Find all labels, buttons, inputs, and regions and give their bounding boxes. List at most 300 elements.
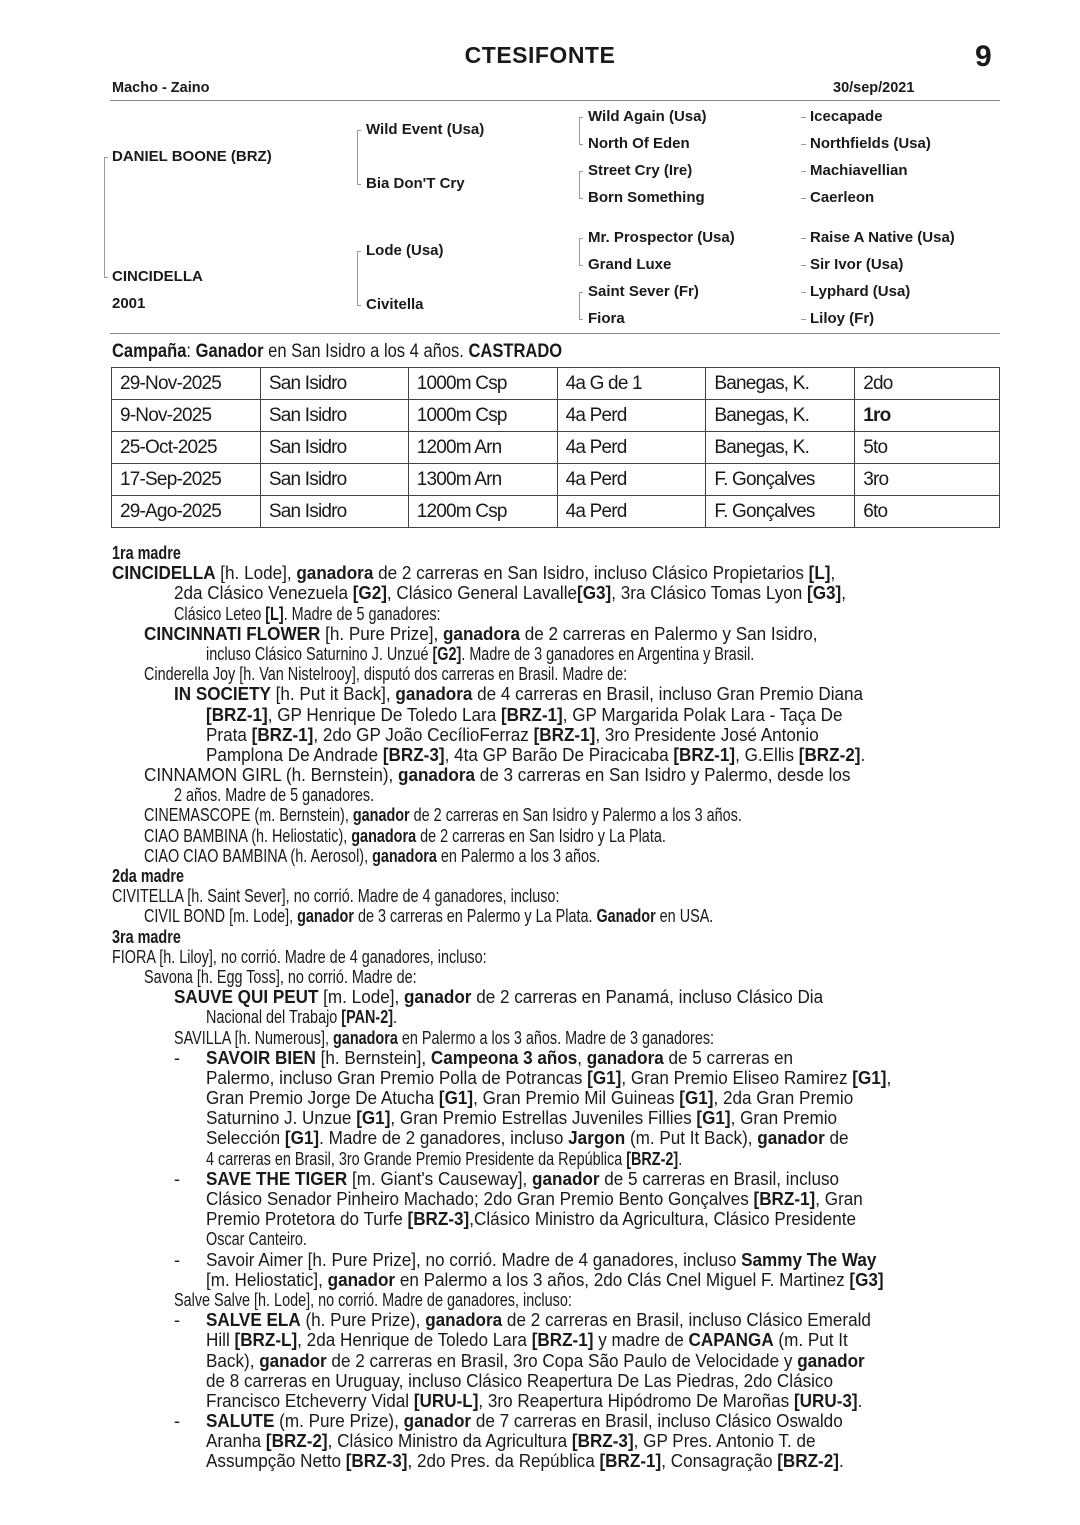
bold-text: [BRZ-L] bbox=[234, 1330, 298, 1351]
race-race: 4a Perd bbox=[557, 464, 706, 496]
text: incluso Clásico Saturnino J. Unzué bbox=[206, 643, 433, 664]
pedigree-connector bbox=[579, 319, 583, 320]
family-line bbox=[112, 1189, 1000, 1209]
text: , 3ro Reapertura Hipódromo De Maroñas bbox=[478, 1390, 794, 1411]
page-number: 9 bbox=[975, 40, 992, 73]
bold-text: [BRZ-2] bbox=[265, 1431, 328, 1452]
text: , Clásico Ministro da Agricultura bbox=[327, 1431, 572, 1452]
gen4-name: Sir Ivor (Usa) bbox=[810, 256, 904, 273]
family-line bbox=[112, 644, 1000, 664]
section-heading bbox=[112, 927, 1000, 947]
text: Savona [h. Egg Toss], no corrió. Madre de: bbox=[144, 966, 417, 987]
pedigree-connector bbox=[801, 117, 806, 118]
gen3-name: Saint Sever (Fr) bbox=[588, 283, 699, 300]
header-divider bbox=[110, 100, 1000, 101]
bold-text: ganadora bbox=[586, 1047, 664, 1068]
race-place: 6to bbox=[855, 496, 1000, 528]
pedigree-connector bbox=[357, 130, 361, 131]
bold-text: [G1] bbox=[696, 1108, 731, 1129]
text: de 2 carreras en Brasil, incluso Clásico Emerald bbox=[502, 1310, 871, 1331]
gen3-name: Wild Again (Usa) bbox=[588, 108, 707, 125]
bold-text: [BRZ-1] bbox=[500, 704, 563, 725]
family-line bbox=[112, 805, 1000, 825]
family-line bbox=[112, 1290, 1000, 1310]
text: [m. Lode], bbox=[318, 987, 404, 1008]
dam-dam-name: Civitella bbox=[366, 296, 424, 313]
race-date: 29-Nov-2025 bbox=[112, 368, 261, 400]
bold-text: ganador bbox=[532, 1168, 600, 1189]
bold-text: [G2] bbox=[352, 583, 387, 604]
bold-text: [BRZ-3] bbox=[571, 1431, 634, 1452]
family-line bbox=[112, 684, 1000, 704]
pedigree-divider bbox=[110, 333, 1000, 334]
bold-text: [G1] bbox=[679, 1088, 714, 1109]
campaign-summary bbox=[112, 341, 562, 363]
bold-text: [BRZ-1] bbox=[599, 1451, 662, 1472]
bold-text: [G3] bbox=[807, 583, 842, 604]
gen3-name: Born Something bbox=[588, 189, 705, 206]
gen3-name: Mr. Prospector (Usa) bbox=[588, 229, 735, 246]
text: , Gran Premio Mil Guineas bbox=[473, 1088, 680, 1109]
text: [h. Bernstein], bbox=[315, 1047, 431, 1068]
text: Prata bbox=[206, 724, 252, 745]
campaign-castrado: CASTRADO bbox=[468, 341, 563, 362]
gen4-name: Liloy (Fr) bbox=[810, 310, 875, 327]
text: Pamplona De Andrade bbox=[206, 744, 383, 765]
race-jockey: F. Gonçalves bbox=[706, 464, 855, 496]
dam-sire-name: Lode (Usa) bbox=[366, 242, 444, 259]
family-line bbox=[112, 967, 1000, 987]
family-line bbox=[112, 563, 1000, 583]
bold-text: ganador bbox=[403, 1411, 472, 1432]
text: Selección bbox=[206, 1128, 285, 1149]
pedigree-connector bbox=[801, 292, 806, 293]
text: , Clásico General Lavalle bbox=[386, 583, 578, 604]
text: Palermo, incluso Gran Premio Polla de Potrancas bbox=[206, 1067, 588, 1088]
bold-text: ganadora bbox=[395, 684, 473, 705]
bold-text: ganador bbox=[327, 1269, 396, 1290]
text: Clásico Leteo bbox=[174, 603, 266, 624]
family-line bbox=[112, 1371, 1000, 1391]
text: en Palermo a los 3 años, 2do Clás Cnel Miguel F. Martinez bbox=[395, 1269, 850, 1290]
family-line bbox=[112, 745, 1000, 765]
pedigree-connector bbox=[357, 251, 358, 305]
text: de 2 carreras en Panamá, incluso Clásico Dia bbox=[471, 987, 824, 1008]
race-race: 4a Perd bbox=[557, 432, 706, 464]
text: de 3 carreras en San Isidro y Palermo, desde los bbox=[475, 765, 851, 786]
text: . bbox=[860, 744, 866, 765]
text: , GP Pres. Antonio T. de bbox=[633, 1431, 816, 1452]
bold-text: [BRZ-3] bbox=[345, 1451, 408, 1472]
text: , bbox=[830, 563, 836, 584]
race-track: San Isidro bbox=[260, 432, 408, 464]
family-line bbox=[112, 1048, 1000, 1068]
text: , Gran Premio bbox=[730, 1108, 838, 1129]
text: , 2do Pres. da República bbox=[407, 1451, 600, 1472]
bold-text: ganador bbox=[403, 987, 472, 1008]
text: , Gran Premio Estrellas Juveniles Fillies bbox=[390, 1108, 697, 1129]
bold-text: [URU-3] bbox=[793, 1390, 858, 1411]
dam-year: 2001 bbox=[112, 295, 146, 312]
text: . Madre de 5 ganadores: bbox=[283, 603, 441, 624]
text: Savoir Aimer [h. Pure Prize], no corrió. Madre de 4 ganadores, incluso bbox=[206, 1249, 742, 1270]
race-date: 29-Ago-2025 bbox=[112, 496, 261, 528]
sire-dam-name: Bia Don'T Cry bbox=[366, 175, 465, 192]
family-history bbox=[112, 543, 1000, 1472]
gen4-name: Caerleon bbox=[810, 189, 875, 206]
family-line bbox=[112, 1411, 1000, 1431]
sex-coat: Macho - Zaino bbox=[112, 80, 210, 96]
bold-text: [G1] bbox=[438, 1088, 474, 1109]
race-track: San Isidro bbox=[260, 496, 408, 528]
race-row bbox=[112, 464, 1000, 496]
text: de 2 carreras en Palermo y San Isidro, bbox=[519, 623, 818, 644]
family-line bbox=[112, 664, 1000, 684]
text: Francisco Etcheverry Vidal bbox=[206, 1390, 414, 1411]
family-line bbox=[112, 947, 1000, 967]
bold-text: CAPANGA bbox=[688, 1330, 774, 1351]
text: , Gran Premio Eliseo Ramirez bbox=[621, 1067, 853, 1088]
bold-text: [G3] bbox=[849, 1269, 884, 1290]
family-line bbox=[112, 1330, 1000, 1350]
bold-text: [BRZ-3] bbox=[407, 1209, 470, 1230]
bold-text: [BRZ-2] bbox=[798, 744, 861, 765]
text: . Madre de 3 ganadores en Argentina y Brasil. bbox=[461, 643, 755, 664]
text: de 5 carreras en bbox=[663, 1047, 794, 1068]
family-line bbox=[112, 705, 1000, 725]
gen4-name: Icecapade bbox=[810, 108, 883, 125]
pedigree-connector bbox=[801, 265, 806, 266]
text: Saturnino J. Unzue bbox=[206, 1108, 357, 1129]
race-date: 9-Nov-2025 bbox=[112, 400, 261, 432]
text: . Madre de 2 ganadores, incluso bbox=[319, 1128, 569, 1149]
campaign-winner: Ganador bbox=[195, 341, 264, 362]
text: CINEMASCOPE (m. Bernstein), bbox=[144, 805, 353, 826]
bold-text: [BRZ-2] bbox=[626, 1148, 679, 1169]
text: Cinderella Joy [h. Van Nistelrooy], disputó dos carreras en Brasil. Madre de: bbox=[144, 664, 628, 685]
sire-sire-name: Wild Event (Usa) bbox=[366, 121, 485, 138]
text: de 3 carreras en Palermo y La Plata. bbox=[353, 906, 597, 927]
bold-text: Campeona 3 años bbox=[430, 1047, 578, 1068]
text: y madre de bbox=[593, 1330, 689, 1351]
text: , bbox=[886, 1067, 892, 1088]
bold-text: [BRZ-1] bbox=[753, 1189, 816, 1209]
bold-text: ganador bbox=[259, 1350, 327, 1371]
race-distance: 1200m Arn bbox=[408, 432, 557, 464]
pedigree-connector bbox=[104, 157, 108, 158]
campaign-text: en San Isidro a los 4 años. bbox=[263, 341, 469, 362]
list-dash: - bbox=[174, 1249, 180, 1270]
pedigree-connector bbox=[579, 238, 583, 239]
family-line bbox=[112, 886, 1000, 906]
list-dash: - bbox=[174, 1411, 180, 1432]
bold-text: ganadora bbox=[372, 845, 437, 866]
text: , GP Henrique De Toledo Lara bbox=[267, 704, 501, 725]
pedigree-connector bbox=[357, 130, 358, 184]
text: FIORA [h. Liloy], no corrió. Madre de 4 ganadores, incluso: bbox=[112, 946, 487, 967]
pedigree-connector bbox=[579, 117, 580, 144]
bold-text: [G2] bbox=[432, 643, 462, 664]
dam-name: CINCIDELLA bbox=[112, 268, 203, 285]
text: Oscar Canteiro. bbox=[206, 1229, 307, 1250]
family-line bbox=[112, 906, 1000, 926]
bold-text: [L] bbox=[808, 563, 831, 584]
text: [m. Giant's Causeway], bbox=[347, 1168, 533, 1189]
family-line bbox=[112, 583, 1000, 603]
race-date: 25-Oct-2025 bbox=[112, 432, 261, 464]
bold-text: [BRZ-3] bbox=[382, 744, 445, 765]
text: CIVIL BOND [m. Lode], bbox=[144, 906, 298, 927]
race-row bbox=[112, 400, 1000, 432]
bold-text: ganadora bbox=[425, 1310, 503, 1331]
text: de 2 carreras en San Isidro y La Plata. bbox=[416, 825, 666, 846]
bold-text: ganador bbox=[797, 1350, 865, 1371]
text: ,Clásico Ministro da Agricultura, Clásico Presidente bbox=[469, 1209, 857, 1230]
family-line bbox=[112, 624, 1000, 644]
text: 2 años. Madre de 5 ganadores. bbox=[174, 785, 375, 806]
pedigree-connector bbox=[801, 171, 806, 172]
text: , GP Margarida Polak Lara - Taça De bbox=[562, 704, 843, 725]
family-line bbox=[112, 1451, 1000, 1471]
gen3-name: Grand Luxe bbox=[588, 256, 672, 273]
bold-text: SALVE ELA bbox=[206, 1310, 301, 1331]
text: [h. Lode], bbox=[215, 563, 297, 584]
text: . bbox=[678, 1148, 683, 1169]
bold-text: Jargon bbox=[568, 1128, 626, 1149]
bold-text: [G1] bbox=[356, 1108, 391, 1129]
campaign-colon: : bbox=[186, 341, 192, 362]
bold-text: Sammy The Way bbox=[741, 1249, 877, 1270]
text: CIVITELLA [h. Saint Sever], no corrió. Madre de 4 ganadores, incluso: bbox=[112, 886, 560, 907]
pedigree-connector bbox=[357, 251, 361, 252]
family-line bbox=[112, 1007, 1000, 1027]
bold-text: 2da madre bbox=[112, 866, 185, 886]
race-race: 4a Perd bbox=[557, 400, 706, 432]
birth-date: 30/sep/2021 bbox=[833, 80, 915, 96]
text: (m. Pure Prize), bbox=[274, 1411, 404, 1432]
text: , 2da Henrique de Toledo Lara bbox=[297, 1330, 532, 1351]
text: , bbox=[841, 583, 847, 604]
pedigree-connector bbox=[801, 198, 806, 199]
gen3-name: North Of Eden bbox=[588, 135, 690, 152]
bold-text: [L] bbox=[265, 603, 284, 624]
text: (m. Put It bbox=[773, 1330, 848, 1351]
bold-text: IN SOCIETY bbox=[174, 684, 271, 705]
bold-text: ganadora bbox=[333, 1027, 398, 1048]
pedigree-connector bbox=[357, 305, 361, 306]
text: de 2 carreras en San Isidro y Palermo a los 3 años. bbox=[409, 805, 742, 826]
family-line bbox=[112, 604, 1000, 624]
text: [h. Pure Prize], bbox=[320, 623, 443, 644]
text: [h. Put it Back], bbox=[270, 684, 396, 705]
gen3-name: Street Cry (Ire) bbox=[588, 162, 693, 179]
family-line bbox=[112, 1270, 1000, 1290]
pedigree-connector bbox=[801, 319, 806, 320]
text: SAVILLA [h. Numerous], bbox=[174, 1027, 334, 1048]
bold-text: 3ra madre bbox=[112, 926, 181, 947]
family-line bbox=[112, 1310, 1000, 1330]
bold-text: [BRZ-1] bbox=[251, 724, 314, 745]
family-line bbox=[112, 1108, 1000, 1128]
text: Aranha bbox=[206, 1431, 266, 1452]
family-line bbox=[112, 765, 1000, 785]
race-jockey: F. Gonçalves bbox=[706, 496, 855, 528]
pedigree-connector bbox=[801, 238, 806, 239]
family-line bbox=[112, 1068, 1000, 1088]
race-track: San Isidro bbox=[260, 368, 408, 400]
bold-text: CINCINNATI FLOWER bbox=[144, 623, 321, 644]
race-distance: 1300m Arn bbox=[408, 464, 557, 496]
text: Premio Protetora do Turfe bbox=[206, 1209, 408, 1230]
bold-text: ganadora bbox=[351, 825, 417, 846]
family-line bbox=[112, 1028, 1000, 1048]
bold-text: [BRZ-1] bbox=[673, 744, 736, 765]
pedigree-connector bbox=[579, 265, 583, 266]
family-line bbox=[112, 1169, 1000, 1189]
family-line bbox=[112, 846, 1000, 866]
bold-text: SAVE THE TIGER bbox=[206, 1168, 348, 1189]
bold-text: [PAN-2] bbox=[341, 1007, 394, 1028]
bold-text: [BRZ-1] bbox=[206, 704, 268, 725]
family-line bbox=[112, 1391, 1000, 1411]
campaign-label: Campaña bbox=[112, 341, 187, 362]
bold-text: SAUVE QUI PEUT bbox=[174, 987, 319, 1008]
pedigree-connector bbox=[579, 144, 583, 145]
race-place: 5to bbox=[855, 432, 1000, 464]
text: Nacional del Trabajo bbox=[206, 1007, 342, 1028]
pedigree-connector bbox=[579, 292, 583, 293]
family-line bbox=[112, 1351, 1000, 1371]
text: en USA. bbox=[655, 906, 714, 927]
pedigree-connector bbox=[579, 238, 580, 265]
race-race: 4a Perd bbox=[557, 496, 706, 528]
text: , 2do GP João CecílioFerraz bbox=[313, 724, 534, 745]
gen4-name: Raise A Native (Usa) bbox=[810, 229, 955, 246]
text: Back), bbox=[206, 1350, 260, 1371]
list-dash: - bbox=[174, 1047, 180, 1068]
bold-text: SAVOIR BIEN bbox=[206, 1047, 316, 1068]
family-line bbox=[112, 725, 1000, 745]
gen4-name: Lyphard (Usa) bbox=[810, 283, 911, 300]
race-row bbox=[112, 432, 1000, 464]
family-line bbox=[112, 826, 1000, 846]
text: [m. Heliostatic], bbox=[206, 1269, 328, 1290]
text: , bbox=[577, 1047, 587, 1068]
text: . bbox=[857, 1390, 863, 1411]
bold-text: [G1] bbox=[284, 1128, 320, 1149]
text: de bbox=[824, 1128, 849, 1149]
text: de 4 carreras en Brasil, incluso Gran Premio Diana bbox=[472, 684, 864, 705]
race-row bbox=[112, 496, 1000, 528]
text: de 2 carreras en San Isidro, incluso Clásico Propietarios bbox=[373, 563, 809, 584]
text: CIAO BAMBINA (h. Heliostatic), bbox=[144, 825, 352, 846]
family-line bbox=[112, 1250, 1000, 1270]
text: (h. Pure Prize), bbox=[300, 1310, 426, 1331]
pedigree-connector bbox=[579, 171, 583, 172]
race-date: 17-Sep-2025 bbox=[112, 464, 261, 496]
text: en Palermo a los 3 años. bbox=[436, 845, 601, 866]
bold-text: ganadora bbox=[442, 623, 520, 644]
family-line bbox=[112, 785, 1000, 805]
race-jockey: Banegas, K. bbox=[706, 368, 855, 400]
race-track: San Isidro bbox=[260, 400, 408, 432]
text: de 5 carreras en Brasil, incluso bbox=[599, 1168, 840, 1189]
race-race: 4a G de 1 bbox=[557, 368, 706, 400]
bold-text: [URU-L] bbox=[413, 1390, 479, 1411]
race-distance: 1000m Csp bbox=[408, 368, 557, 400]
text: . bbox=[393, 1007, 398, 1028]
family-line bbox=[112, 1209, 1000, 1229]
race-jockey: Banegas, K. bbox=[706, 400, 855, 432]
family-line bbox=[112, 1229, 1000, 1249]
gen4-name: Machiavellian bbox=[810, 162, 908, 179]
pedigree-connector bbox=[104, 157, 105, 277]
text: Clásico Senador Pinheiro Machado; 2do Gran Premio Bento Gonçalves bbox=[206, 1189, 754, 1209]
family-line bbox=[112, 1128, 1000, 1148]
list-dash: - bbox=[174, 1310, 180, 1331]
bold-text: ganador bbox=[757, 1128, 825, 1149]
family-line bbox=[112, 1088, 1000, 1108]
pedigree-connector bbox=[104, 277, 108, 278]
bold-text: [BRZ-2] bbox=[777, 1451, 839, 1472]
bold-text: [BRZ-1] bbox=[531, 1330, 594, 1351]
text: Gran Premio Jorge De Atucha bbox=[206, 1088, 439, 1109]
text: CIAO CIAO BAMBINA (h. Aerosol), bbox=[144, 845, 373, 866]
pedigree-connector bbox=[357, 184, 361, 185]
horse-name-title: CTESIFONTE bbox=[464, 42, 616, 68]
race-distance: 1200m Csp bbox=[408, 496, 557, 528]
text: (m. Put It Back), bbox=[625, 1128, 758, 1149]
bold-text: [BRZ-1] bbox=[533, 724, 596, 745]
text: de 8 carreras en Uruguay, incluso Clásico Reapertura De Las Piedras, 2do Clásico bbox=[206, 1370, 833, 1391]
pedigree-connector bbox=[579, 198, 583, 199]
race-row bbox=[112, 368, 1000, 400]
bold-text: [G1] bbox=[852, 1067, 887, 1088]
list-dash: - bbox=[174, 1168, 180, 1189]
text: . bbox=[838, 1451, 844, 1472]
race-table bbox=[111, 367, 1000, 528]
race-place: 2do bbox=[855, 368, 1000, 400]
race-track: San Isidro bbox=[260, 464, 408, 496]
text: , 4ta GP Barão De Piracicaba bbox=[444, 744, 674, 765]
race-jockey: Banegas, K. bbox=[706, 432, 855, 464]
pedigree-connector bbox=[579, 292, 580, 319]
section-heading bbox=[112, 543, 1000, 563]
bold-text: SALUTE bbox=[206, 1411, 275, 1432]
text: , Gran bbox=[815, 1189, 863, 1209]
text: de 2 carreras en Brasil, 3ro Copa São Paulo de Velocidade y bbox=[326, 1350, 798, 1371]
text: Hill bbox=[206, 1330, 235, 1351]
family-line bbox=[112, 987, 1000, 1007]
pedigree-connector bbox=[801, 144, 806, 145]
pedigree-connector bbox=[579, 171, 580, 198]
text: , G.Ellis bbox=[735, 744, 799, 765]
gen4-name: Northfields (Usa) bbox=[810, 135, 931, 152]
bold-text: [G1] bbox=[587, 1067, 622, 1088]
race-place: 3ro bbox=[855, 464, 1000, 496]
bold-text: CINCIDELLA bbox=[112, 563, 216, 584]
text: de 7 carreras en Brasil, incluso Clásico Oswaldo bbox=[471, 1411, 843, 1432]
bold-text: ganadora bbox=[296, 563, 374, 584]
race-distance: 1000m Csp bbox=[408, 400, 557, 432]
family-line bbox=[112, 1149, 1000, 1169]
text: en Palermo a los 3 años. Madre de 3 ganadores: bbox=[397, 1027, 715, 1048]
text: 4 carreras en Brasil, 3ro Grande Premio Presidente da República bbox=[206, 1148, 627, 1169]
text: CINNAMON GIRL (h. Bernstein), bbox=[144, 765, 399, 786]
section-heading bbox=[112, 866, 1000, 886]
text: , 3ro Presidente José Antonio bbox=[595, 724, 819, 745]
family-line bbox=[112, 1431, 1000, 1451]
